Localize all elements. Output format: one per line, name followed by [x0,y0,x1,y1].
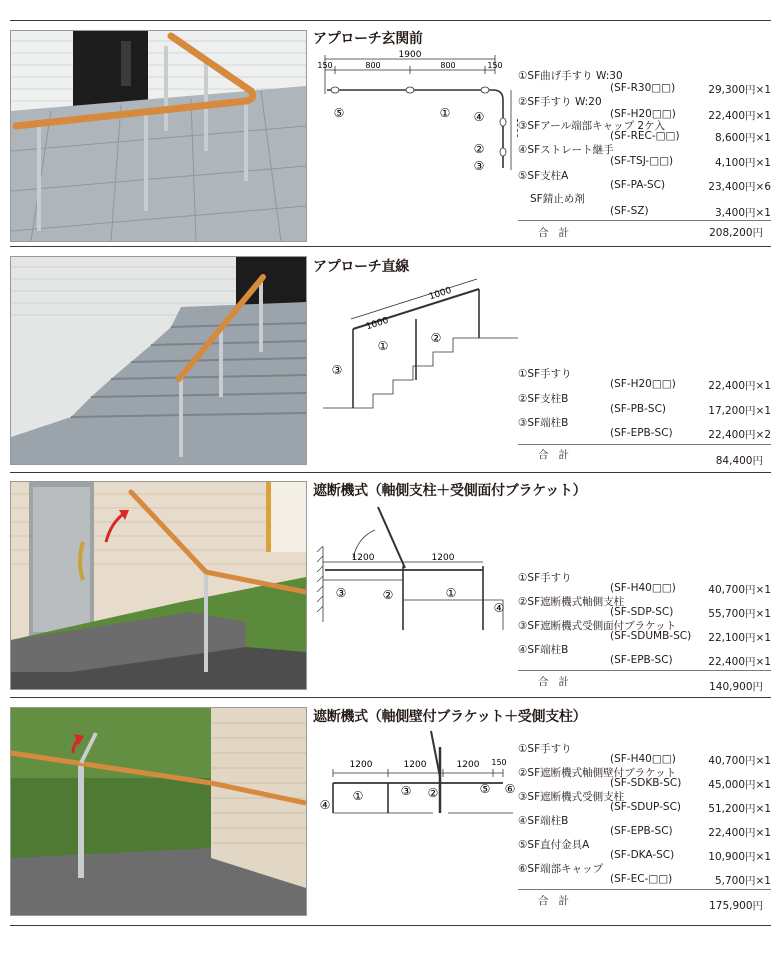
part-code: (SF-R30□□) [610,82,676,94]
part-name: ③SFアール端部キャップ 2ケ入 [518,120,666,132]
dimension-diagram [313,50,518,189]
part-code: (SF-SDP-SC) [610,606,674,618]
part-code: (SF-SDKB-SC) [610,777,682,789]
dimension-label: 1000 [364,315,390,333]
dimension-label: 800 [365,61,381,70]
callout-marker: ① [445,586,457,600]
part-name: ①SF手すり [518,572,572,584]
part-code: (SF-PA-SC) [610,179,666,191]
section-divider [10,925,771,926]
dimension-label: 1000 [427,285,453,303]
part-name: ④SF端柱B [518,815,569,827]
section-title: 遮断機式（軸側壁付ブラケット＋受側支柱） [313,709,587,725]
part-price: 10,900円×1 [708,851,771,863]
callout-marker: ② [430,331,442,345]
parts-list [518,570,771,693]
callout-marker: ② [382,588,394,602]
callout-marker: ① [377,339,389,353]
part-code: (SF-SDUMB-SC) [610,630,692,642]
part-name: ①SF手すり [518,368,572,380]
callout-marker: ① [439,106,451,120]
part-name: ②SF遮断機式軸側支柱 [518,596,625,608]
callout-marker: ③ [331,363,343,377]
callout-marker: ① [352,789,364,803]
total-label: 合計 [538,449,579,461]
dimension-label: 1200 [349,760,373,770]
part-price: 8,600円×1 [714,132,771,144]
dimension-label: 1200 [456,760,480,770]
part-code: (SF-EPB-SC) [610,427,673,439]
part-code: (SF-DKA-SC) [610,849,675,861]
part-price: 22,400円×1 [708,380,771,392]
part-price: 40,700円×1 [708,584,771,596]
section-approach-straight [10,246,771,472]
callout-marker: ② [427,786,439,800]
callout-marker: ④ [473,110,485,124]
total-price: 208,200円 [709,227,763,239]
total-divider [518,889,771,890]
product-photo [10,707,307,916]
part-code: (SF-H20□□) [610,378,676,390]
part-name: ③SF遮断機式受側支柱 [518,791,625,803]
product-photo [10,481,307,690]
product-photo [10,256,307,465]
part-price: 22,400円×1 [708,656,771,668]
part-price: 51,200円×1 [708,803,771,815]
callout-marker: ⑥ [504,782,516,796]
part-name: ⑤SF直付金具A [518,839,590,851]
section-title: 遮断機式（軸側支柱＋受側面付ブラケット） [313,483,587,499]
part-name: ①SF手すり [518,743,572,755]
callout-marker: ③ [335,586,347,600]
part-code: (SF-PB-SC) [610,403,667,415]
part-price: 22,400円×2 [708,429,771,441]
part-name: ③SF遮断機式受側面付ブラケット [518,620,677,632]
part-code: (SF-H40□□) [610,582,676,594]
total-price: 84,400円 [715,455,763,467]
dimension-diagram [313,502,518,636]
part-price: 22,400円×1 [708,827,771,839]
part-name: ⑤SF支柱A [518,170,569,182]
part-code: (SF-TSJ-□□) [610,155,674,167]
part-code: (SF-SDUP-SC) [610,801,682,813]
product-photo [10,30,307,242]
part-code: (SF-REC-□□) [610,130,680,142]
part-name: SF錆止め剤 [530,193,585,205]
total-price: 140,900円 [709,681,763,693]
dimension-label: 150 [317,61,333,70]
total-label: 合計 [538,895,579,907]
callout-marker: ② [473,142,485,156]
part-code: (SF-EC-□□) [610,873,673,885]
section-title: アプローチ直線 [313,259,409,275]
dimension-label: 150 [491,758,507,767]
section-barrier-wall-bracket [10,697,771,925]
part-code: (SF-EPB-SC) [610,825,673,837]
total-price: 175,900円 [709,900,763,912]
part-price: 40,700円×1 [708,755,771,767]
section-barrier-post [10,472,771,697]
part-name: ⑥SF端部キャップ [518,863,604,875]
part-name: ②SF支柱B [518,393,569,405]
callout-marker: ④ [319,798,331,812]
part-price: 3,400円×1 [714,207,771,219]
dimension-diagram [313,727,518,821]
parts-list [518,68,771,243]
total-label: 合計 [538,227,579,239]
dimension-label: 1200 [431,553,455,563]
part-price: 55,700円×1 [708,608,771,620]
part-code: (SF-H40□□) [610,753,676,765]
total-divider [518,670,771,671]
section-title: アプローチ玄関前 [313,31,423,47]
part-price: 22,100円×1 [708,632,771,644]
part-name: ①SF曲げ手すり W:30 [518,70,623,82]
dimension-label: 1900 [515,117,518,139]
total-label: 合計 [538,676,579,688]
part-price: 5,700円×1 [714,875,771,887]
part-price: 45,000円×1 [708,779,771,791]
callout-marker: ⑤ [479,782,491,796]
part-price: 17,200円×1 [708,405,771,417]
part-price: 4,100円×1 [714,157,771,169]
part-price: 29,300円×1 [708,84,771,96]
parts-list [518,366,771,466]
dimension-label: 1200 [351,553,375,563]
part-name: ②SF手すり W:20 [518,96,602,108]
dimension-label: 800 [440,61,456,70]
part-name: ④SFストレート継手 [518,144,614,156]
callout-marker: ③ [473,159,485,173]
section-approach-entrance [10,20,771,246]
part-code: (SF-EPB-SC) [610,654,673,666]
part-name: ④SF端柱B [518,644,569,656]
part-name: ②SF遮断機式軸側壁付ブラケット [518,767,677,779]
dimension-label: 1200 [403,760,427,770]
part-price: 22,400円×1 [708,110,771,122]
total-divider [518,220,771,221]
part-code: (SF-SZ) [610,205,649,217]
callout-marker: ③ [400,784,412,798]
dimension-label: 150 [487,61,503,70]
part-code: (SF-H20□□) [610,108,676,120]
callout-marker: ⑤ [333,106,345,120]
callout-marker: ④ [493,601,505,615]
parts-list [518,741,771,921]
part-name: ③SF端柱B [518,417,569,429]
total-divider [518,444,771,445]
dimension-label: 1900 [398,50,422,60]
part-price: 23,400円×6 [708,181,771,193]
dimension-diagram [313,274,518,418]
